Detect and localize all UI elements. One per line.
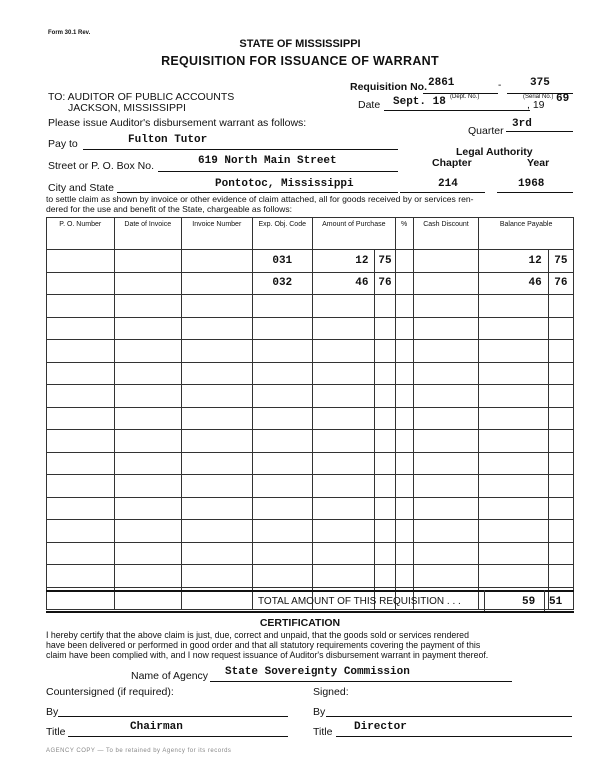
state-heading: STATE OF MISSISSIPPI — [239, 38, 361, 50]
table-cell — [252, 317, 312, 340]
header-balance-payable: Balance Payable — [479, 218, 574, 250]
total-top-rule — [46, 590, 574, 592]
table-cell — [47, 340, 115, 363]
table-cell — [312, 340, 374, 363]
table-row — [47, 385, 574, 408]
serial-no-caption: (Serial No.) — [523, 94, 554, 100]
total-bottom-rule — [46, 611, 574, 613]
table-cell — [375, 497, 395, 520]
table-cell — [114, 430, 182, 453]
countersign-title-value: Chairman — [130, 721, 183, 733]
table-cell — [548, 430, 573, 453]
street-value: 619 North Main Street — [198, 155, 337, 167]
table-row — [47, 272, 574, 295]
header-exp-obj-code: Exp. Obj. Code — [252, 218, 312, 250]
date-line — [384, 110, 530, 111]
table-cell — [312, 295, 374, 318]
table-row — [47, 497, 574, 520]
table-cell — [47, 407, 115, 430]
table-cell — [182, 362, 253, 385]
table-cell — [47, 452, 115, 475]
table-cell — [114, 520, 182, 543]
table-row — [47, 340, 574, 363]
table-cell — [182, 340, 253, 363]
table-cell — [182, 407, 253, 430]
table-cell — [413, 295, 478, 318]
cell-balance-dollars: 12 — [479, 250, 549, 273]
authority-year-line — [497, 192, 573, 193]
total-cents: 51 — [549, 596, 563, 608]
table-cell — [312, 520, 374, 543]
table-cell — [312, 407, 374, 430]
date-label: Date — [358, 99, 381, 111]
table-cell — [395, 430, 413, 453]
table-cell — [413, 542, 478, 565]
table-cell — [479, 542, 549, 565]
table-cell — [252, 452, 312, 475]
table-cell — [312, 362, 374, 385]
table-cell — [413, 452, 478, 475]
cell-po-number — [47, 272, 115, 295]
table-cell — [375, 475, 395, 498]
chapter-label: Chapter — [432, 157, 472, 169]
table-cell — [413, 385, 478, 408]
table-cell — [252, 497, 312, 520]
table-cell — [479, 385, 549, 408]
table-cell — [114, 385, 182, 408]
table-cell — [375, 430, 395, 453]
table-cell — [413, 340, 478, 363]
table-cell — [395, 295, 413, 318]
table-cell — [413, 317, 478, 340]
table-cell — [114, 317, 182, 340]
table-cell — [395, 542, 413, 565]
table-cell — [375, 520, 395, 543]
serial-no-value: 375 — [530, 77, 550, 89]
table-cell — [182, 452, 253, 475]
instruction-text: Please issue Auditor's disbursement warrant as follows: — [48, 117, 307, 129]
table-cell — [395, 565, 413, 588]
table-cell — [114, 542, 182, 565]
cell-amount-cents: 76 — [375, 272, 395, 295]
countersign-title-label: Title — [46, 726, 66, 738]
table-header-row — [47, 218, 574, 250]
table-cell — [47, 295, 115, 318]
city-value: Pontotoc, Mississippi — [215, 178, 354, 190]
quarter-line — [506, 131, 573, 132]
header-percent: % — [395, 218, 413, 250]
signed-title-value: Director — [354, 721, 407, 733]
table-cell — [47, 475, 115, 498]
table-cell — [479, 317, 549, 340]
cell-amount-cents: 75 — [375, 250, 395, 273]
signed-by-label: By — [313, 706, 326, 718]
countersigned-label: Countersigned (if required): — [46, 686, 174, 698]
form-number: Form 30.1 Rev. — [48, 30, 91, 36]
table-cell — [413, 475, 478, 498]
table-cell — [114, 475, 182, 498]
table-cell — [47, 362, 115, 385]
table-cell — [375, 340, 395, 363]
header-date-of-invoice: Date of Invoice — [114, 218, 182, 250]
table-cell — [312, 430, 374, 453]
total-cents-divider — [544, 590, 545, 611]
table-cell — [47, 497, 115, 520]
cell-po-number — [47, 250, 115, 273]
requisition-dash: - — [498, 80, 502, 91]
signed-title-line — [336, 736, 572, 737]
city-label: City and State — [48, 182, 114, 194]
table-cell — [114, 340, 182, 363]
table-cell — [375, 295, 395, 318]
table-row — [47, 542, 574, 565]
footer-note: AGENCY COPY — To be retained by Agency for its records — [46, 748, 232, 754]
table-cell — [395, 520, 413, 543]
table-cell — [252, 340, 312, 363]
table-cell — [252, 430, 312, 453]
table-cell — [375, 542, 395, 565]
claim-text-line1: to settle claim as shown by invoice or other evidence of claim attached, all for goods received by or services ren- — [46, 194, 474, 204]
table-cell — [182, 475, 253, 498]
table-cell — [479, 340, 549, 363]
date-value: Sept. 18 — [393, 96, 446, 108]
cell-invoice-number — [182, 272, 253, 295]
agency-label: Name of Agency — [131, 670, 209, 682]
table-cell — [548, 317, 573, 340]
table-cell — [395, 475, 413, 498]
claims-table — [46, 217, 574, 610]
year-label: Year — [527, 157, 550, 169]
cell-balance-cents: 75 — [548, 250, 573, 273]
table-row — [47, 295, 574, 318]
certification-line1: I hereby certify that the above claim is just, due, correct and unpaid, that the goods sold or services rendered — [46, 630, 469, 640]
countersign-by-label: By — [46, 706, 59, 718]
table-cell — [479, 497, 549, 520]
countersign-title-line — [68, 736, 288, 737]
cell-invoice-number — [182, 250, 253, 273]
chapter-line — [400, 192, 485, 193]
table-cell — [47, 565, 115, 588]
legal-authority-heading: Legal Authority — [456, 146, 533, 158]
claim-text-line2: dered for the use and benefit of the State, chargeable as follows: — [46, 204, 293, 214]
table-cell — [252, 407, 312, 430]
certification-line2: have been delivered or performed in good order and that all statutory requirements covering the payment of this — [46, 640, 481, 650]
header-cash-discount: Cash Discount — [413, 218, 478, 250]
cell-percent — [395, 272, 413, 295]
cell-exp-obj-code: 032 — [252, 272, 312, 295]
table-cell — [114, 452, 182, 475]
countersign-by-line — [58, 716, 288, 717]
cell-balance-cents: 76 — [548, 272, 573, 295]
table-cell — [114, 407, 182, 430]
table-cell — [548, 407, 573, 430]
total-divider — [484, 590, 485, 611]
table-cell — [252, 475, 312, 498]
table-cell — [548, 475, 573, 498]
table-cell — [548, 295, 573, 318]
addressee-line2: JACKSON, MISSISSIPPI — [68, 102, 186, 114]
table-cell — [479, 295, 549, 318]
header-po-number: P. O. Number — [47, 218, 115, 250]
table-cell — [395, 497, 413, 520]
certification-line3: claim have been complied with, and I now request issuance of Auditor's disbursement warrant in payment thereof. — [46, 650, 489, 660]
addressee-line1: TO: AUDITOR OF PUBLIC ACCOUNTS — [48, 91, 235, 103]
table-cell — [375, 452, 395, 475]
cell-amount-dollars: 46 — [312, 272, 374, 295]
table-row — [47, 362, 574, 385]
table-cell — [312, 542, 374, 565]
table-cell — [548, 497, 573, 520]
table-cell — [548, 385, 573, 408]
cell-cash-discount — [413, 272, 478, 295]
signed-title-label: Title — [313, 726, 333, 738]
table-row — [47, 565, 574, 588]
agency-value: State Sovereignty Commission — [225, 666, 410, 678]
total-dollars: 59 — [522, 596, 536, 608]
quarter-value: 3rd — [512, 118, 532, 130]
table-row — [47, 520, 574, 543]
table-cell — [114, 295, 182, 318]
table-row — [47, 452, 574, 475]
table-cell — [413, 565, 478, 588]
cell-date-of-invoice — [114, 272, 182, 295]
header-invoice-number: Invoice Number — [182, 218, 253, 250]
table-cell — [375, 317, 395, 340]
table-cell — [252, 565, 312, 588]
year-value: 69 — [556, 93, 570, 105]
table-cell — [182, 565, 253, 588]
table-cell — [312, 565, 374, 588]
authority-year-value: 1968 — [518, 178, 545, 190]
table-cell — [252, 385, 312, 408]
table-cell — [479, 430, 549, 453]
table-cell — [375, 362, 395, 385]
cell-percent — [395, 250, 413, 273]
pay-to-line — [83, 149, 398, 150]
table-cell — [252, 295, 312, 318]
table-cell — [312, 385, 374, 408]
header-amount-of-purchase: Amount of Purchase — [312, 218, 395, 250]
table-cell — [413, 497, 478, 520]
table-row — [47, 430, 574, 453]
table-cell — [312, 497, 374, 520]
dept-no-value: 2861 — [428, 77, 455, 89]
table-cell — [375, 565, 395, 588]
cell-cash-discount — [413, 250, 478, 273]
table-cell — [479, 452, 549, 475]
quarter-label: Quarter — [468, 125, 504, 137]
table-cell — [114, 497, 182, 520]
pay-to-label: Pay to — [48, 138, 78, 150]
table-cell — [252, 542, 312, 565]
table-row — [47, 317, 574, 340]
table-cell — [479, 407, 549, 430]
table-cell — [182, 295, 253, 318]
table-cell — [548, 340, 573, 363]
signed-label: Signed: — [313, 686, 349, 698]
dept-no-caption: (Dept. No.) — [450, 94, 480, 100]
table-cell — [413, 362, 478, 385]
table-cell — [47, 520, 115, 543]
table-cell — [395, 317, 413, 340]
cell-date-of-invoice — [114, 250, 182, 273]
year-prefix: , 19 — [527, 99, 545, 111]
table-cell — [47, 430, 115, 453]
table-cell — [395, 362, 413, 385]
cell-exp-obj-code: 031 — [252, 250, 312, 273]
table-cell — [395, 385, 413, 408]
cell-balance-dollars: 46 — [479, 272, 549, 295]
cell-amount-dollars: 12 — [312, 250, 374, 273]
requisition-label: Requisition No. — [350, 81, 427, 93]
table-cell — [413, 430, 478, 453]
table-cell — [548, 542, 573, 565]
street-line — [158, 171, 398, 172]
table-row — [47, 250, 574, 273]
table-cell — [182, 497, 253, 520]
table-cell — [548, 362, 573, 385]
table-cell — [375, 385, 395, 408]
table-cell — [312, 475, 374, 498]
table-cell — [252, 520, 312, 543]
table-cell — [395, 407, 413, 430]
table-cell — [312, 317, 374, 340]
table-cell — [413, 520, 478, 543]
table-cell — [47, 542, 115, 565]
table-cell — [182, 520, 253, 543]
table-cell — [182, 430, 253, 453]
page-title: REQUISITION FOR ISSUANCE OF WARRANT — [161, 54, 439, 68]
street-label: Street or P. O. Box No. — [48, 160, 155, 172]
table-cell — [114, 362, 182, 385]
table-cell — [479, 565, 549, 588]
pay-to-value: Fulton Tutor — [128, 134, 208, 146]
table-cell — [479, 475, 549, 498]
signed-by-line — [326, 716, 572, 717]
total-label: TOTAL AMOUNT OF THIS REQUISITION . . . — [258, 596, 461, 607]
table-cell — [548, 452, 573, 475]
table-cell — [47, 317, 115, 340]
agency-line — [210, 681, 512, 682]
table-cell — [479, 362, 549, 385]
table-cell — [182, 317, 253, 340]
certification-heading: CERTIFICATION — [259, 617, 341, 629]
table-cell — [548, 520, 573, 543]
table-cell — [182, 385, 253, 408]
table-cell — [47, 385, 115, 408]
table-cell — [114, 565, 182, 588]
table-cell — [252, 362, 312, 385]
table-cell — [375, 407, 395, 430]
chapter-value: 214 — [438, 178, 458, 190]
city-line — [117, 192, 398, 193]
table-cell — [413, 407, 478, 430]
table-row — [47, 475, 574, 498]
table-row — [47, 407, 574, 430]
table-cell — [479, 520, 549, 543]
table-cell — [312, 452, 374, 475]
table-cell — [182, 542, 253, 565]
table-cell — [395, 340, 413, 363]
table-cell — [548, 565, 573, 588]
table-cell — [395, 452, 413, 475]
